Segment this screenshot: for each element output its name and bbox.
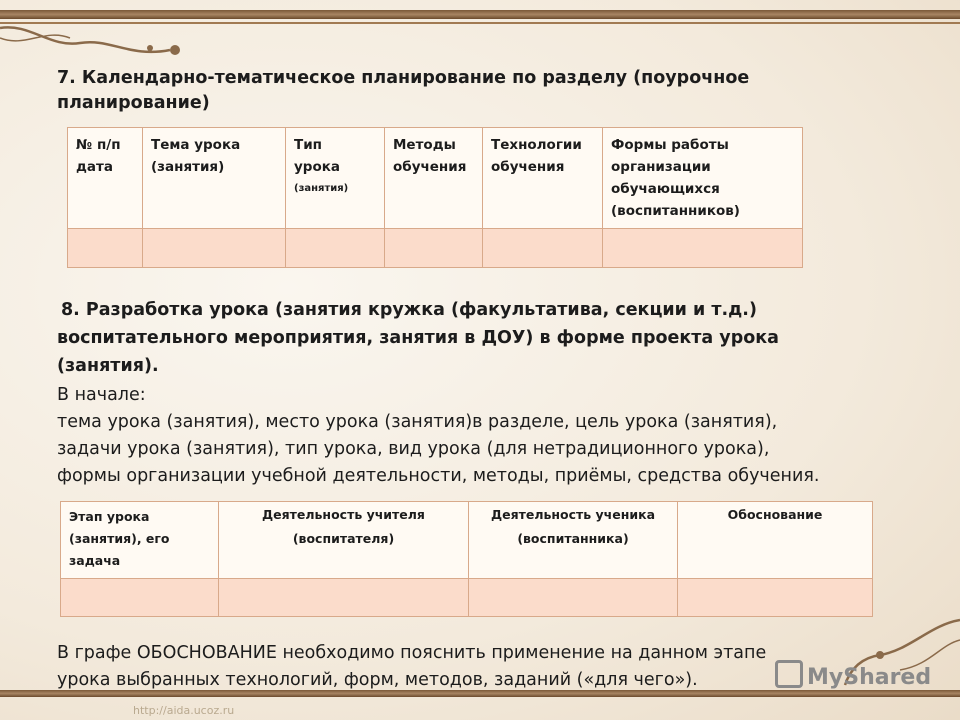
planning-header-methods	[385, 128, 483, 229]
top-left-ornament-icon	[0, 18, 200, 68]
header-line: (занятия)	[151, 159, 225, 175]
lesson-header-student	[469, 502, 678, 579]
planning-table-empty-row	[68, 229, 803, 268]
planning-table	[67, 127, 803, 268]
myshared-watermark	[775, 660, 931, 690]
header-line: (воспитанников)	[611, 203, 740, 219]
footer-note	[57, 640, 766, 694]
table-cell	[68, 229, 143, 268]
watermark-brand: MyShared	[807, 665, 932, 690]
table-cell	[385, 229, 483, 268]
planning-header-number	[68, 128, 143, 229]
header-line: обучения	[393, 159, 467, 175]
lesson-stages-table	[60, 501, 873, 617]
section8-title-line3: (занятия).	[57, 356, 159, 376]
header-line: Формы работы	[611, 137, 729, 153]
lesson-header-justification	[678, 502, 873, 579]
header-line: (занятия), его	[69, 531, 170, 546]
header-line: Тип	[294, 137, 322, 153]
header-line: обучающихся	[611, 181, 720, 197]
section8-title-line1: 8. Разработка урока (занятия кружка (факультатива, секции и т.д.)	[61, 300, 757, 320]
header-line: (воспитанника)	[517, 531, 629, 546]
myshared-logo-icon	[775, 660, 803, 688]
table-cell	[483, 229, 603, 268]
planning-table-header-row	[68, 128, 803, 229]
footer-note-line2: урока выбранных технологий, форм, методов, заданий («для чего»).	[57, 670, 698, 690]
section7-title-line1: 7. Календарно-тематическое планирование по разделу (поурочное	[57, 68, 750, 88]
section7-title	[57, 66, 749, 116]
header-line: Этап урока	[69, 509, 150, 524]
footer-note-line1: В графе ОБОСНОВАНИЕ необходимо пояснить применение на данном этапе	[57, 643, 767, 663]
table-cell	[469, 579, 678, 617]
header-line: организации	[611, 159, 711, 175]
lesson-header-teacher	[219, 502, 469, 579]
lesson-header-stage	[61, 502, 219, 579]
header-line: Обоснование	[727, 507, 823, 522]
header-line: (воспитателя)	[292, 531, 395, 546]
table-cell	[219, 579, 469, 617]
planning-header-topic	[143, 128, 286, 229]
planning-header-technologies	[483, 128, 603, 229]
header-line: дата	[76, 159, 113, 175]
header-line: Методы	[393, 137, 456, 153]
header-line: урока	[294, 159, 341, 175]
section8-body-line1: В начале:	[57, 385, 146, 405]
section8-title	[57, 296, 779, 380]
section8-body	[57, 382, 819, 490]
header-line: Тема урока	[151, 137, 241, 153]
header-line: (занятия)	[294, 183, 349, 194]
section8-body-line4: формы организации учебной деятельности, методы, приёмы, средства обучения.	[57, 466, 820, 486]
table-cell	[286, 229, 385, 268]
table-cell	[61, 579, 219, 617]
watermark-url: http://aida.ucoz.ru	[133, 704, 235, 717]
lesson-table-header-row	[61, 502, 873, 579]
header-line: задача	[69, 553, 121, 568]
section8-title-line2: воспитательного мероприятия, занятия в ДОУ) в форме проекта урока	[57, 328, 779, 348]
section8-body-line2: тема урока (занятия), место урока (занятия)в разделе, цель урока (занятия),	[57, 412, 778, 432]
planning-header-type	[286, 128, 385, 229]
lesson-table-empty-row	[61, 579, 873, 617]
header-line: № п/п	[76, 137, 121, 153]
planning-header-forms	[603, 128, 803, 229]
section8-body-line3: задачи урока (занятия), тип урока, вид урока (для нетрадиционного урока),	[57, 439, 770, 459]
section7-title-line2: планирование)	[57, 93, 210, 113]
header-line: Деятельность учителя	[262, 507, 425, 522]
header-line: Технологии	[491, 137, 582, 153]
table-cell	[678, 579, 873, 617]
header-line: Деятельность ученика	[490, 507, 656, 522]
header-line: обучения	[491, 159, 565, 175]
table-cell	[603, 229, 803, 268]
table-cell	[143, 229, 286, 268]
